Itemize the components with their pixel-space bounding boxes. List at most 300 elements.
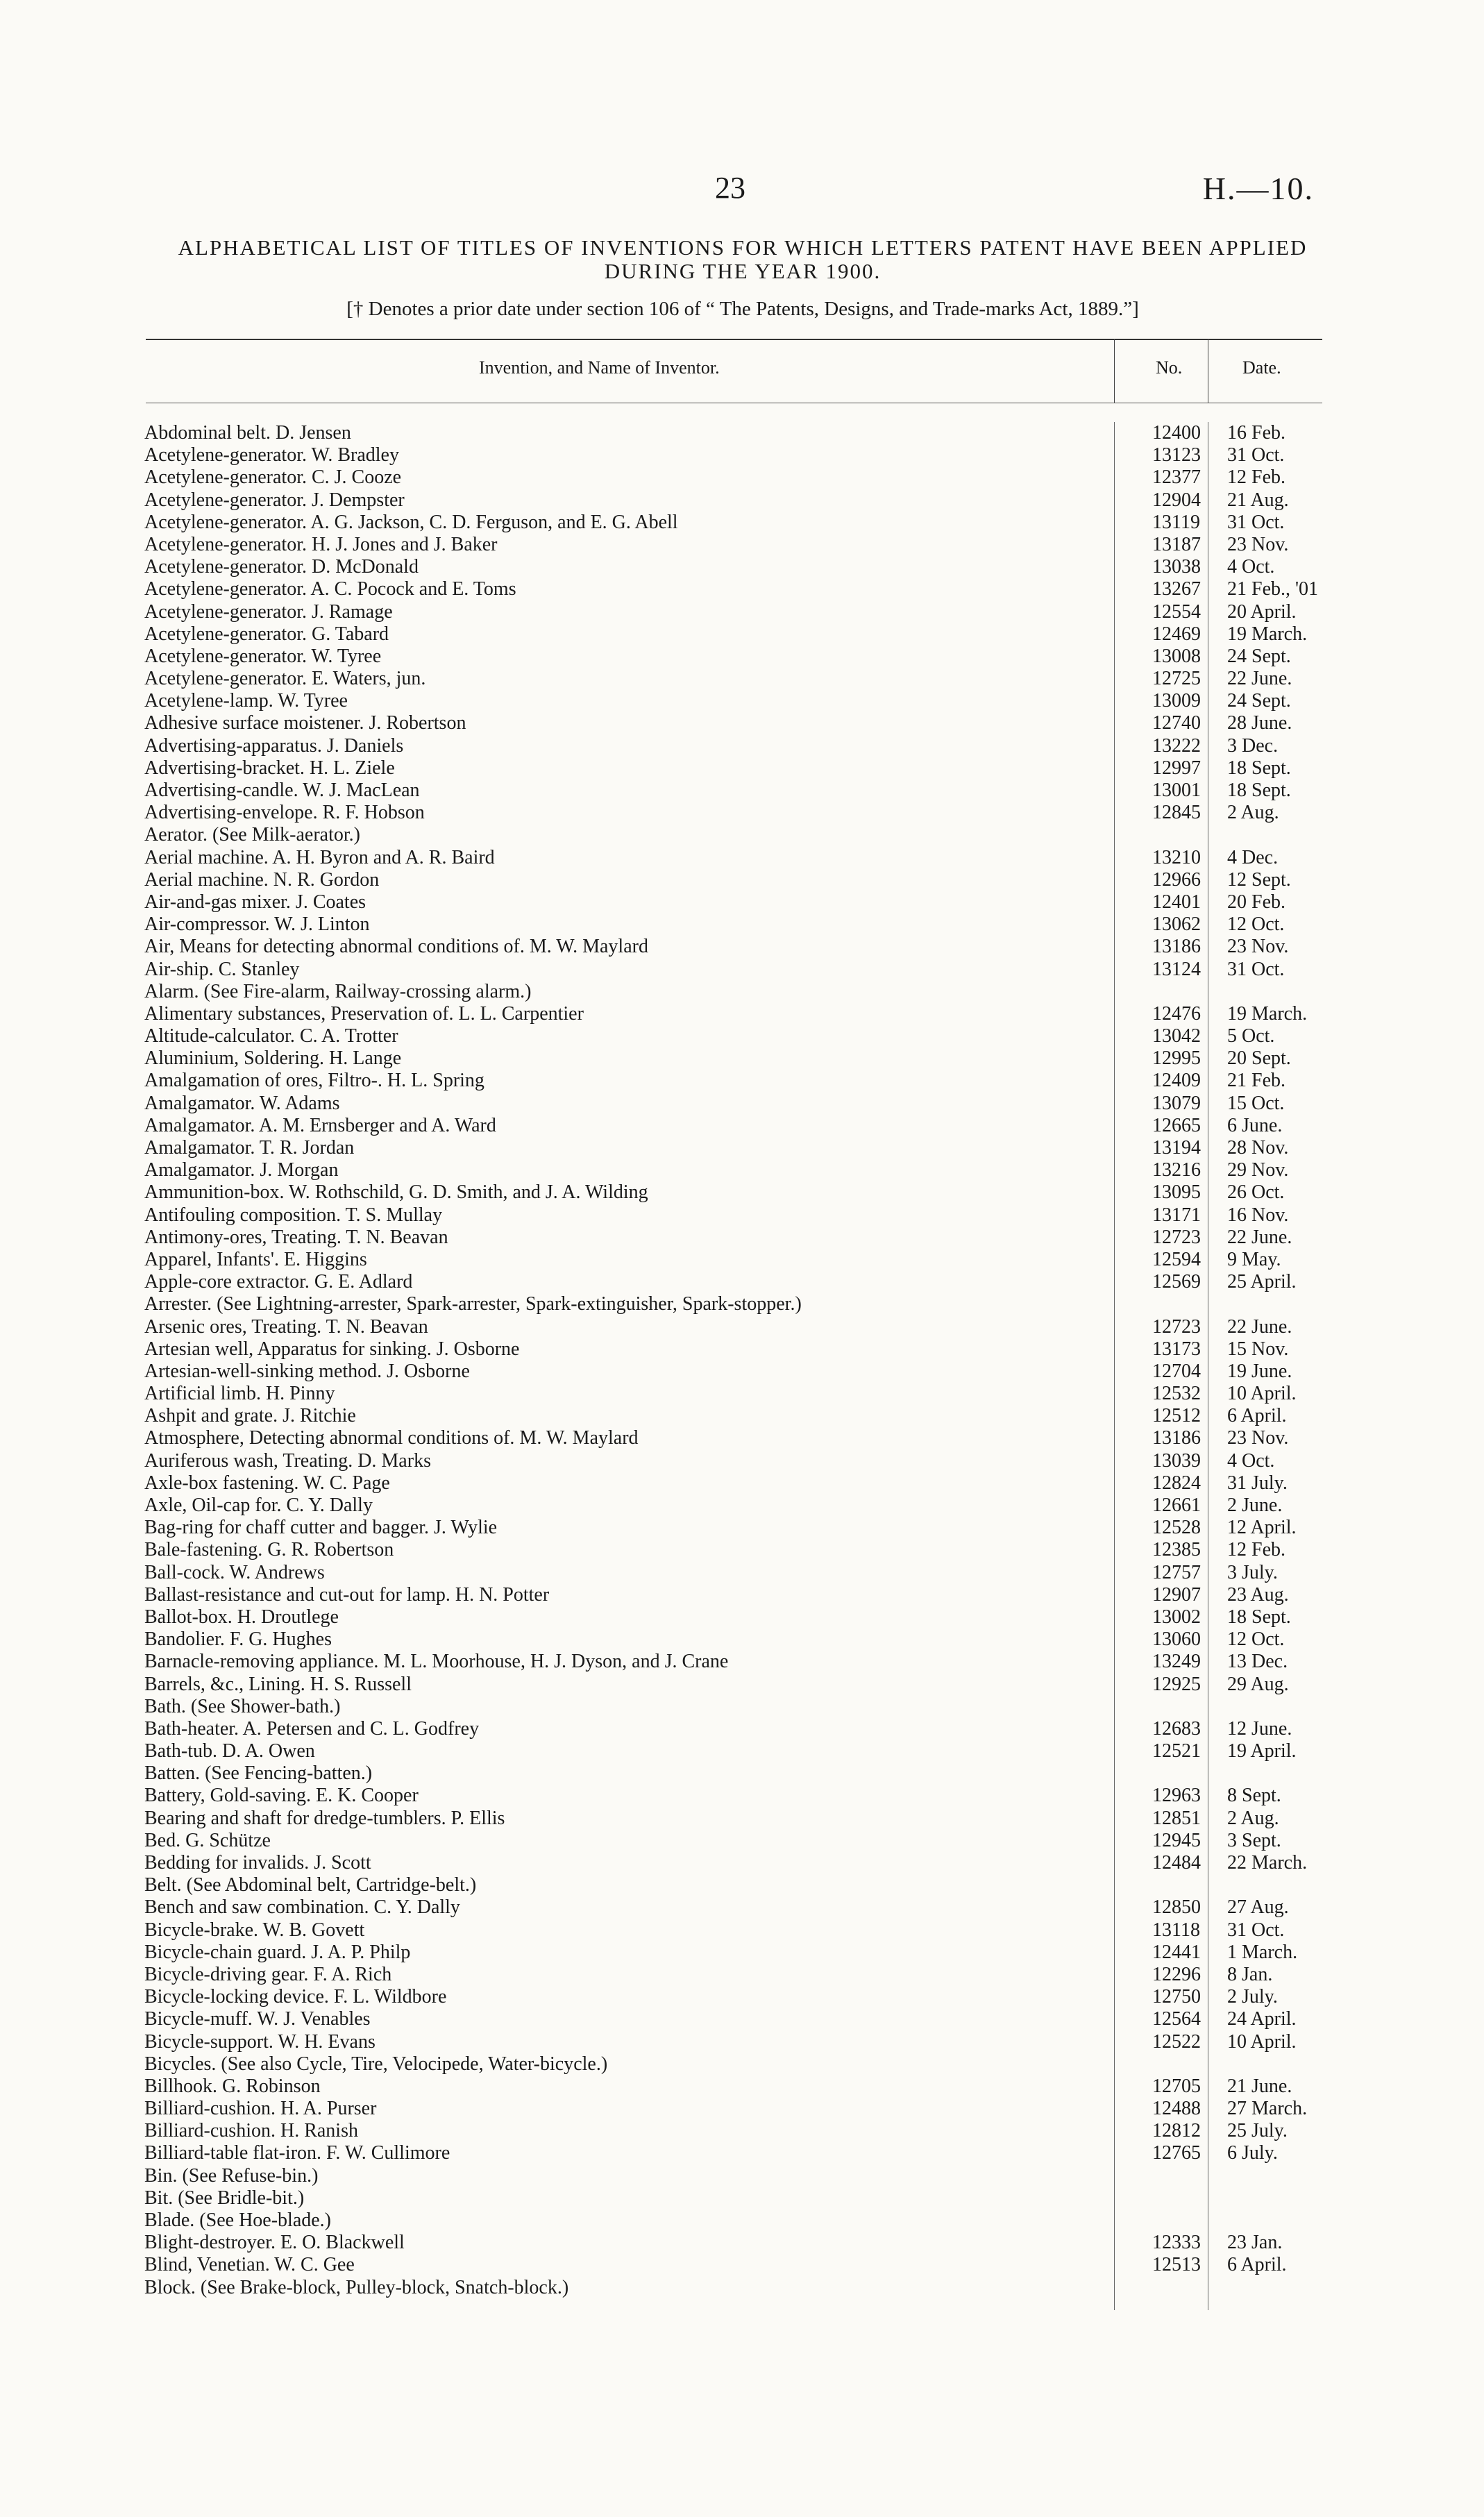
number-cell: 12812	[1152, 2120, 1201, 2142]
number-cell: 13267	[1152, 578, 1201, 600]
date-cell: 4 Dec.	[1227, 846, 1279, 868]
table-row	[144, 1562, 1331, 1584]
date-cell: 31 Oct.	[1227, 1919, 1285, 1941]
table-row	[144, 422, 1331, 444]
table-row	[144, 2209, 1331, 2232]
invention-cell: Amalgamation of ores, Filtro-. H. L. Spring	[144, 1070, 484, 1092]
invention-cell: Acetylene-lamp. W. Tyree	[144, 690, 348, 712]
table-row	[144, 2076, 1331, 2098]
number-cell: 12704	[1152, 1360, 1201, 1382]
invention-cell: Bicycle-chain guard. J. A. P. Philp	[144, 1941, 411, 1963]
invention-cell: Artesian-well-sinking method. J. Osborne	[144, 1360, 470, 1382]
invention-cell: Advertising-candle. W. J. MacLean	[144, 780, 420, 801]
number-cell: 13216	[1152, 1159, 1201, 1181]
column-header-date: Date.	[1242, 357, 1281, 378]
invention-cell: Apparel, Infants'. E. Higgins	[144, 1248, 367, 1270]
invention-cell: Advertising-apparatus. J. Daniels	[144, 734, 404, 757]
table-row	[144, 534, 1331, 556]
date-cell: 18 Sept.	[1227, 1606, 1291, 1628]
column-divider	[1114, 339, 1115, 403]
invention-cell: Bale-fastening. G. R. Robertson	[144, 1539, 394, 1561]
date-cell: 23 Jan.	[1227, 2232, 1283, 2254]
number-cell: 12528	[1152, 1517, 1201, 1539]
number-cell: 13008	[1152, 645, 1201, 667]
table-row	[144, 1874, 1331, 1896]
date-cell: 22 June.	[1227, 1226, 1292, 1248]
date-cell: 21 Aug.	[1227, 489, 1289, 511]
date-cell: 12 June.	[1227, 1717, 1292, 1740]
number-cell: 12740	[1152, 712, 1201, 734]
number-cell: 12945	[1152, 1829, 1201, 1851]
date-cell: 6 April.	[1227, 2254, 1287, 2276]
invention-cell: Abdominal belt. D. Jensen	[144, 422, 351, 444]
table-row	[144, 1808, 1331, 1830]
table-row	[144, 1204, 1331, 1227]
date-cell: 16 Nov.	[1227, 1204, 1289, 1226]
invention-cell: Billiard-cushion. H. A. Purser	[144, 2098, 377, 2120]
date-cell: 10 April.	[1227, 2030, 1297, 2053]
table-row	[144, 1137, 1331, 1159]
prior-date-note: [† Denotes a prior date under section 106 of “ The Patents, Designs, and Trade-marks Act, 1889.”]	[346, 298, 1139, 320]
date-cell: 18 Sept.	[1227, 780, 1291, 801]
table-row	[144, 690, 1331, 712]
date-cell: 22 June.	[1227, 1315, 1292, 1338]
invention-cell: Barrels, &c., Lining. H. S. Russell	[144, 1673, 412, 1695]
column-header-invention: Invention, and Name of Inventor.	[479, 357, 720, 378]
date-cell: 20 April.	[1227, 600, 1297, 623]
number-cell: 12723	[1152, 1226, 1201, 1248]
table-row	[144, 444, 1331, 466]
date-cell: 12 Oct.	[1227, 914, 1285, 936]
number-cell: 13038	[1152, 556, 1201, 578]
table-row	[144, 512, 1331, 534]
table-row	[144, 1316, 1331, 1338]
number-cell: 12469	[1152, 623, 1201, 645]
table-row	[144, 2232, 1331, 2254]
table-row	[144, 2031, 1331, 2053]
number-cell: 12904	[1152, 489, 1201, 511]
date-cell: 24 Sept.	[1227, 645, 1291, 667]
date-cell: 25 April.	[1227, 1271, 1297, 1293]
date-cell: 4 Oct.	[1227, 556, 1275, 578]
invention-cell: Arsenic ores, Treating. T. N. Beavan	[144, 1315, 428, 1338]
table-row	[144, 1181, 1331, 1204]
number-cell: 12400	[1152, 422, 1201, 444]
number-cell: 12845	[1152, 802, 1201, 824]
invention-cell: Bedding for invalids. J. Scott	[144, 1852, 371, 1874]
date-cell: 20 Sept.	[1227, 1047, 1291, 1070]
date-cell: 12 Sept.	[1227, 868, 1291, 891]
number-cell: 13001	[1152, 780, 1201, 801]
table-row	[144, 1606, 1331, 1628]
invention-cell: Bin. (See Refuse-bin.)	[144, 2164, 319, 2187]
number-cell: 13060	[1152, 1628, 1201, 1651]
table-row	[144, 489, 1331, 512]
invention-cell: Bath. (See Shower-bath.)	[144, 1695, 341, 1717]
table-row	[144, 2187, 1331, 2209]
number-cell: 13095	[1152, 1181, 1201, 1204]
number-cell: 13002	[1152, 1606, 1201, 1628]
date-cell: 28 June.	[1227, 712, 1292, 734]
invention-cell: Bicycle-driving gear. F. A. Rich	[144, 1963, 392, 1985]
invention-cell: Air-compressor. W. J. Linton	[144, 914, 370, 936]
table-row	[144, 556, 1331, 578]
date-cell: 2 June.	[1227, 1495, 1283, 1516]
date-cell: 22 June.	[1227, 668, 1292, 690]
number-cell: 12850	[1152, 1896, 1201, 1919]
number-cell: 12995	[1152, 1047, 1201, 1070]
number-cell: 13187	[1152, 533, 1201, 555]
invention-cell: Bicycle-support. W. H. Evans	[144, 2030, 376, 2053]
table-row	[144, 1070, 1331, 1092]
invention-cell: Ammunition-box. W. Rothschild, G. D. Smith, and J. A. Wilding	[144, 1181, 648, 1204]
number-cell: 13042	[1152, 1025, 1201, 1047]
date-cell: 18 Sept.	[1227, 757, 1291, 779]
number-cell: 12532	[1152, 1383, 1201, 1405]
table-row	[144, 1651, 1331, 1673]
table-row	[144, 914, 1331, 936]
date-cell: 25 July.	[1227, 2120, 1288, 2142]
invention-cell: Bicycles. (See also Cycle, Tire, Velocipede, Water-bicycle.)	[144, 2053, 608, 2075]
table-row	[144, 466, 1331, 489]
invention-cell: Air-ship. C. Stanley	[144, 958, 300, 980]
date-cell: 3 Dec.	[1227, 734, 1279, 757]
number-cell: 12851	[1152, 1807, 1201, 1829]
date-cell: 31 Oct.	[1227, 958, 1285, 980]
invention-cell: Acetylene-generator. H. J. Jones and J. Baker	[144, 533, 498, 555]
number-cell: 12723	[1152, 1315, 1201, 1338]
number-cell: 12521	[1152, 1740, 1201, 1762]
invention-cell: Advertising-envelope. R. F. Hobson	[144, 802, 425, 824]
date-cell: 2 July.	[1227, 1986, 1278, 2008]
table-row	[144, 757, 1331, 780]
invention-cell: Artificial limb. H. Pinny	[144, 1383, 335, 1405]
invention-cell: Aluminium, Soldering. H. Lange	[144, 1047, 402, 1070]
date-cell: 13 Dec.	[1227, 1651, 1288, 1673]
table-row	[144, 1271, 1331, 1293]
date-cell: 20 Feb.	[1227, 891, 1285, 913]
table-row	[144, 1450, 1331, 1472]
number-cell: 12554	[1152, 600, 1201, 623]
table-row	[144, 1852, 1331, 1874]
number-cell: 12512	[1152, 1405, 1201, 1427]
invention-cell: Belt. (See Abdominal belt, Cartridge-belt.)	[144, 1874, 477, 1896]
date-cell: 31 Oct.	[1227, 444, 1285, 466]
number-cell: 12725	[1152, 668, 1201, 690]
number-cell: 13222	[1152, 734, 1201, 757]
date-cell: 8 Sept.	[1227, 1785, 1281, 1807]
inventions-table	[144, 422, 1331, 2299]
number-cell: 12333	[1152, 2232, 1201, 2254]
date-cell: 6 June.	[1227, 1114, 1283, 1136]
table-row	[144, 2277, 1331, 2299]
number-cell: 12513	[1152, 2254, 1201, 2276]
invention-cell: Billiard-cushion. H. Ranish	[144, 2120, 358, 2142]
table-row	[144, 847, 1331, 869]
invention-cell: Alarm. (See Fire-alarm, Railway-crossing alarm.)	[144, 980, 532, 1002]
table-row	[144, 1539, 1331, 1561]
invention-cell: Advertising-bracket. H. L. Ziele	[144, 757, 395, 779]
table-row	[144, 623, 1331, 646]
invention-cell: Acetylene-generator. G. Tabard	[144, 623, 389, 645]
invention-cell: Bicycle-muff. W. J. Venables	[144, 2008, 371, 2030]
number-cell: 12661	[1152, 1495, 1201, 1516]
number-cell: 12409	[1152, 1070, 1201, 1092]
table-row	[144, 981, 1331, 1003]
table-row	[144, 1986, 1331, 2008]
date-cell: 6 July.	[1227, 2142, 1278, 2164]
number-cell: 12564	[1152, 2008, 1201, 2030]
date-cell: 23 Nov.	[1227, 1427, 1289, 1449]
date-cell: 15 Nov.	[1227, 1338, 1289, 1360]
date-cell: 24 Sept.	[1227, 690, 1291, 712]
number-cell: 13123	[1152, 444, 1201, 466]
date-cell: 21 June.	[1227, 2075, 1292, 2097]
table-row	[144, 780, 1331, 802]
invention-cell: Air, Means for detecting abnormal conditions of. M. W. Maylard	[144, 936, 648, 958]
invention-cell: Ashpit and grate. J. Ritchie	[144, 1405, 356, 1427]
table-row	[144, 1942, 1331, 1964]
number-cell: 12963	[1152, 1785, 1201, 1807]
table-row	[144, 1762, 1331, 1785]
table-row	[144, 1427, 1331, 1449]
date-cell: 19 June.	[1227, 1360, 1292, 1382]
date-cell: 23 Nov.	[1227, 533, 1289, 555]
date-cell: 8 Jan.	[1227, 1963, 1273, 1985]
invention-cell: Antimony-ores, Treating. T. N. Beavan	[144, 1226, 448, 1248]
number-cell: 13062	[1152, 914, 1201, 936]
invention-cell: Adhesive surface moistener. J. Robertson	[144, 712, 466, 734]
number-cell: 13119	[1152, 511, 1200, 533]
table-row	[144, 1696, 1331, 1718]
number-cell: 13039	[1152, 1449, 1201, 1472]
table-row	[144, 1093, 1331, 1115]
invention-cell: Antifouling composition. T. S. Mullay	[144, 1204, 443, 1226]
table-row	[144, 2098, 1331, 2120]
number-cell: 13186	[1152, 936, 1201, 958]
date-cell: 12 April.	[1227, 1517, 1297, 1539]
invention-cell: Ball-cock. W. Andrews	[144, 1561, 325, 1583]
invention-cell: Blade. (See Hoe-blade.)	[144, 2209, 331, 2231]
table-row	[144, 1159, 1331, 1181]
table-row	[144, 1830, 1331, 1852]
invention-cell: Acetylene-generator. A. G. Jackson, C. D. Ferguson, and E. G. Abell	[144, 511, 678, 533]
table-row	[144, 1115, 1331, 1137]
invention-cell: Block. (See Brake-block, Pulley-block, Snatch-block.)	[144, 2276, 569, 2298]
table-row	[144, 1383, 1331, 1405]
date-cell: 3 July.	[1227, 1561, 1278, 1583]
date-cell: 24 April.	[1227, 2008, 1297, 2030]
table-row	[144, 1740, 1331, 1762]
date-cell: 26 Oct.	[1227, 1181, 1285, 1204]
date-cell: 27 Aug.	[1227, 1896, 1289, 1919]
number-cell: 12594	[1152, 1248, 1201, 1270]
invention-cell: Apple-core extractor. G. E. Adlard	[144, 1271, 413, 1293]
number-cell: 13186	[1152, 1427, 1201, 1449]
table-row	[144, 2120, 1331, 2142]
table-row	[144, 1293, 1331, 1315]
date-cell: 4 Oct.	[1227, 1449, 1275, 1472]
invention-cell: Battery, Gold-saving. E. K. Cooper	[144, 1785, 419, 1807]
number-cell: 12750	[1152, 1986, 1201, 2008]
number-cell: 12296	[1152, 1963, 1201, 1985]
table-row	[144, 2165, 1331, 2187]
table-row	[144, 824, 1331, 846]
number-cell: 12824	[1152, 1472, 1201, 1494]
invention-cell: Amalgamator. A. M. Ernsberger and A. Ward	[144, 1114, 496, 1136]
table-row	[144, 1249, 1331, 1271]
number-cell: 12757	[1152, 1561, 1201, 1583]
invention-cell: Bearing and shaft for dredge-tumblers. P. Ellis	[144, 1807, 505, 1829]
invention-cell: Aerial machine. A. H. Byron and A. R. Baird	[144, 846, 495, 868]
table-row	[144, 646, 1331, 668]
table-row	[144, 936, 1331, 958]
invention-cell: Axle-box fastening. W. C. Page	[144, 1472, 390, 1494]
table-row	[144, 802, 1331, 824]
number-cell: 13079	[1152, 1092, 1201, 1114]
page-code: H.—10.	[1202, 171, 1314, 206]
table-row	[144, 1025, 1331, 1047]
date-cell: 3 Sept.	[1227, 1829, 1281, 1851]
date-cell: 16 Feb.	[1227, 422, 1285, 444]
invention-cell: Acetylene-generator. E. Waters, jun.	[144, 668, 426, 690]
table-row	[144, 1896, 1331, 1919]
number-cell: 12522	[1152, 2030, 1201, 2053]
table-row	[144, 1338, 1331, 1361]
table-row	[144, 1584, 1331, 1606]
invention-cell: Acetylene-generator. A. C. Pocock and E. Toms	[144, 578, 516, 600]
number-cell: 12484	[1152, 1852, 1201, 1874]
date-cell: 19 April.	[1227, 1740, 1297, 1762]
document-title: ALPHABETICAL LIST OF TITLES OF INVENTIONS FOR WHICH LETTERS PATENT HAVE BEEN APPLIED DURING THE YEAR 1900.	[178, 235, 1308, 283]
table-row	[144, 601, 1331, 623]
invention-cell: Batten. (See Fencing-batten.)	[144, 1762, 373, 1785]
number-cell: 13171	[1152, 1204, 1201, 1226]
invention-cell: Alimentary substances, Preservation of. L. L. Carpentier	[144, 1002, 584, 1025]
date-cell: 12 Feb.	[1227, 1539, 1285, 1561]
table-row	[144, 712, 1331, 734]
invention-cell: Bicycle-brake. W. B. Govett	[144, 1919, 365, 1941]
invention-cell: Bandolier. F. G. Hughes	[144, 1628, 332, 1651]
number-cell: 13194	[1152, 1137, 1201, 1159]
number-cell: 12997	[1152, 757, 1201, 779]
table-row	[144, 2254, 1331, 2276]
number-cell: 12907	[1152, 1583, 1201, 1606]
invention-cell: Arrester. (See Lightning-arrester, Spark-arrester, Spark-extinguisher, Spark-stopper.)	[144, 1293, 802, 1315]
date-cell: 27 March.	[1227, 2098, 1308, 2120]
table-row	[144, 578, 1331, 600]
table-row	[144, 1628, 1331, 1651]
table-row	[144, 1785, 1331, 1807]
invention-cell: Bench and saw combination. C. Y. Dally	[144, 1896, 460, 1919]
page-header	[0, 170, 1484, 212]
invention-cell: Bed. G. Schütze	[144, 1829, 271, 1851]
table-row	[144, 1003, 1331, 1025]
number-cell: 13124	[1152, 958, 1201, 980]
date-cell: 12 Feb.	[1227, 466, 1285, 489]
table-row	[144, 1919, 1331, 1942]
date-cell: 23 Nov.	[1227, 936, 1289, 958]
number-cell: 12569	[1152, 1271, 1201, 1293]
invention-cell: Amalgamator. T. R. Jordan	[144, 1137, 355, 1159]
date-cell: 10 April.	[1227, 1383, 1297, 1405]
number-cell: 12925	[1152, 1673, 1201, 1695]
table-row	[144, 1718, 1331, 1740]
number-cell: 12385	[1152, 1539, 1201, 1561]
invention-cell: Acetylene-generator. W. Tyree	[144, 645, 382, 667]
invention-cell: Acetylene-generator. J. Dempster	[144, 489, 405, 511]
invention-cell: Altitude-calculator. C. A. Trotter	[144, 1025, 398, 1047]
number-cell: 12476	[1152, 1002, 1201, 1025]
invention-cell: Barnacle-removing appliance. M. L. Moorhouse, H. J. Dyson, and J. Crane	[144, 1651, 729, 1673]
table-row	[144, 2008, 1331, 2030]
date-cell: 22 March.	[1227, 1852, 1308, 1874]
table-row	[144, 1964, 1331, 1986]
invention-cell: Bag-ring for chaff cutter and bagger. J. Wylie	[144, 1517, 498, 1539]
column-header-no: No.	[1156, 357, 1183, 378]
number-cell: 12765	[1152, 2142, 1201, 2164]
date-cell: 12 Oct.	[1227, 1628, 1285, 1651]
invention-cell: Acetylene-generator. J. Ramage	[144, 600, 393, 623]
table-row	[144, 2053, 1331, 2076]
table-row	[144, 1227, 1331, 1249]
table-row	[144, 668, 1331, 690]
number-cell: 13210	[1152, 846, 1201, 868]
invention-cell: Acetylene-generator. W. Bradley	[144, 444, 399, 466]
date-cell: 21 Feb., '01	[1227, 578, 1319, 600]
date-cell: 29 Aug.	[1227, 1673, 1289, 1695]
table-top-rule	[146, 339, 1322, 340]
table-row	[144, 1047, 1331, 1070]
table-row	[144, 2142, 1331, 2164]
number-cell: 13009	[1152, 690, 1201, 712]
invention-cell: Billiard-table flat-iron. F. W. Cullimore	[144, 2142, 450, 2164]
table-row	[144, 959, 1331, 981]
invention-cell: Amalgamator. W. Adams	[144, 1092, 340, 1114]
invention-cell: Auriferous wash, Treating. D. Marks	[144, 1449, 431, 1472]
invention-cell: Artesian well, Apparatus for sinking. J. Osborne	[144, 1338, 520, 1360]
number-cell: 12705	[1152, 2075, 1201, 2097]
invention-cell: Billhook. G. Robinson	[144, 2075, 321, 2097]
date-cell: 1 March.	[1227, 1941, 1298, 1963]
table-row	[144, 1472, 1331, 1495]
date-cell: 28 Nov.	[1227, 1137, 1289, 1159]
invention-cell: Blind, Venetian. W. C. Gee	[144, 2254, 355, 2276]
table-row	[144, 1674, 1331, 1696]
number-cell: 12377	[1152, 466, 1201, 489]
number-cell: 12401	[1152, 891, 1201, 913]
invention-cell: Acetylene-generator. D. McDonald	[144, 556, 419, 578]
date-cell: 23 Aug.	[1227, 1583, 1289, 1606]
invention-cell: Bath-tub. D. A. Owen	[144, 1740, 315, 1762]
invention-cell: Aerial machine. N. R. Gordon	[144, 868, 380, 891]
table-row	[144, 1495, 1331, 1517]
invention-cell: Aerator. (See Milk-aerator.)	[144, 824, 360, 846]
date-cell: 6 April.	[1227, 1405, 1287, 1427]
date-cell: 15 Oct.	[1227, 1092, 1285, 1114]
invention-cell: Air-and-gas mixer. J. Coates	[144, 891, 366, 913]
table-row	[144, 891, 1331, 914]
number-cell: 12683	[1152, 1717, 1201, 1740]
number-cell: 13249	[1152, 1651, 1201, 1673]
date-cell: 5 Oct.	[1227, 1025, 1275, 1047]
number-cell: 12441	[1152, 1941, 1201, 1963]
date-cell: 9 May.	[1227, 1248, 1281, 1270]
date-cell: 19 March.	[1227, 1002, 1308, 1025]
table-row	[144, 869, 1331, 891]
number-cell: 13118	[1152, 1919, 1200, 1941]
table-row	[144, 1361, 1331, 1383]
